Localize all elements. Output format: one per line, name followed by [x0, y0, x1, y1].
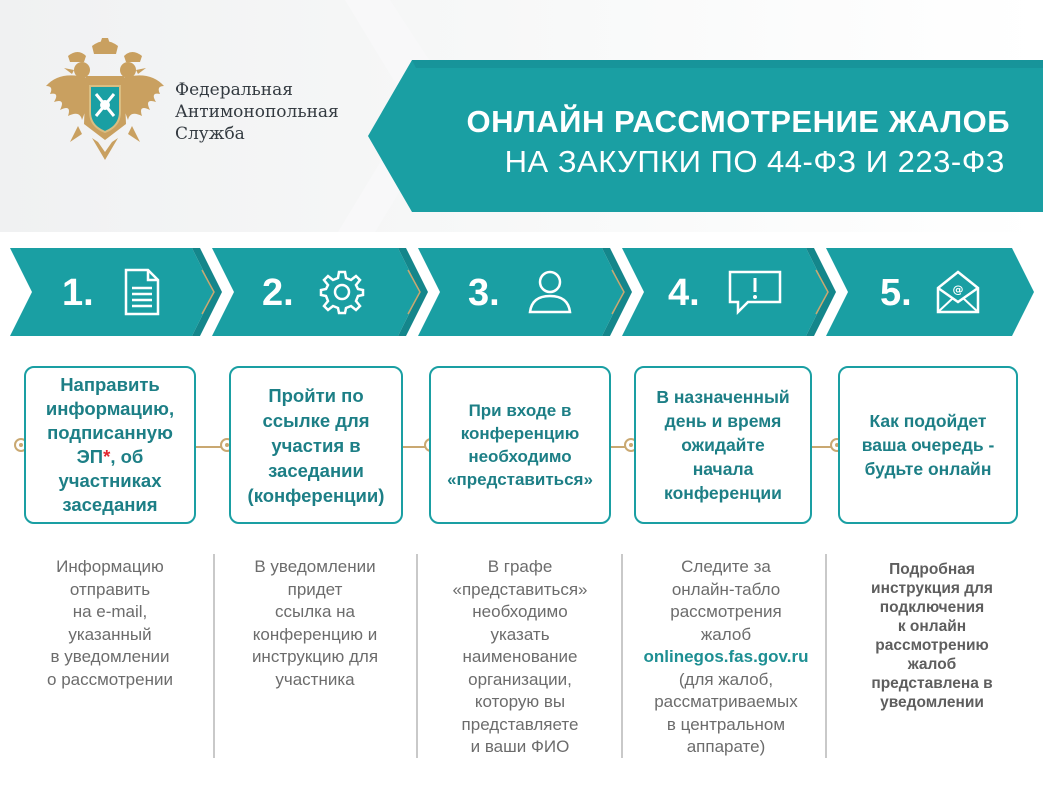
- box-line: подписанную: [47, 422, 173, 443]
- desc-line: рассматриваемых: [654, 692, 798, 711]
- step-4-box: [634, 366, 812, 524]
- desc-line: подключения: [879, 599, 985, 616]
- box-line: конференции: [664, 483, 782, 503]
- step-number-2: 2.: [262, 272, 294, 314]
- step-4-description: [628, 556, 824, 759]
- step-arrow-2: [212, 248, 420, 336]
- step-number-3: 3.: [468, 272, 500, 314]
- column-divider: [213, 554, 215, 758]
- alert-message-icon: [726, 266, 784, 318]
- step-arrow-1: [10, 248, 214, 336]
- svg-text:@: @: [952, 283, 964, 296]
- desc-line: онлайн-табло: [671, 579, 781, 599]
- box-line: ваша очередь -: [861, 435, 995, 455]
- desc-line: и ваши ФИО: [470, 737, 570, 756]
- org-name-line: Антимонопольная: [175, 102, 339, 122]
- step-2-box: [229, 366, 403, 524]
- desc-line: ссылка на: [275, 602, 355, 621]
- desc-line: аппарате): [686, 737, 766, 756]
- step-arrow-3: [418, 248, 624, 336]
- desc-line: наименование: [462, 647, 578, 666]
- box-line: будьте онлайн: [864, 459, 992, 479]
- box-line: участия в: [271, 434, 361, 456]
- desc-line: жалоб: [907, 656, 957, 673]
- box-line: (конференции): [247, 484, 385, 506]
- box-line: заседания: [62, 494, 158, 515]
- step-5-box: [838, 366, 1018, 524]
- desc-line: уведомлении: [880, 694, 984, 711]
- step-2-description: [222, 556, 408, 691]
- step-number-1: 1.: [62, 272, 94, 314]
- step-1-description: [20, 556, 200, 691]
- box-line: необходимо: [468, 447, 572, 466]
- box-text: ЭП: [76, 446, 104, 467]
- organization-name: [175, 79, 339, 145]
- asterisk-mark: *: [103, 446, 111, 467]
- desc-line: организации,: [468, 669, 572, 689]
- box-line: ссылке для: [262, 409, 370, 431]
- desc-line: представлена в: [871, 675, 993, 692]
- step-arrow-5: [826, 248, 1034, 336]
- fas-emblem-logo: [40, 34, 170, 166]
- box-line: конференцию: [460, 424, 580, 443]
- desc-line: необходимо: [472, 602, 568, 621]
- user-icon: [526, 266, 574, 318]
- desc-line: Следите за: [681, 557, 771, 576]
- column-divider: [416, 554, 418, 758]
- desc-line: В уведомлении: [254, 557, 376, 576]
- desc-line: представляете: [461, 714, 579, 734]
- desc-line: которую вы: [474, 692, 566, 711]
- box-line: Направить: [60, 374, 160, 395]
- step-3-box: [429, 366, 611, 524]
- desc-line: придет: [287, 579, 343, 599]
- desc-line: отправить: [69, 579, 151, 599]
- desc-line: на e-mail,: [72, 602, 148, 621]
- desc-line: указать: [490, 624, 550, 644]
- desc-line: В графе: [487, 557, 553, 576]
- desc-line: о рассмотрении: [47, 669, 173, 689]
- desc-line: инструкцию для: [251, 647, 379, 666]
- page-title-line-1: ОНЛАЙН РАССМОТРЕНИЕ ЖАЛОБ: [466, 104, 1010, 139]
- document-icon: [118, 266, 166, 318]
- org-name-line: Служба: [175, 124, 245, 144]
- box-text: , об: [110, 446, 144, 467]
- desc-line: Подробная: [889, 561, 975, 578]
- step-1-box: [24, 366, 196, 524]
- box-line: день и время: [664, 411, 782, 431]
- column-divider: [825, 554, 827, 758]
- desc-line: инструкция для: [871, 580, 993, 597]
- desc-line: рассмотрению: [875, 637, 989, 654]
- page-title-line-2: НА ЗАКУПКИ ПО 44-ФЗ И 223-ФЗ: [504, 144, 1005, 179]
- step-arrow-4: [622, 248, 828, 336]
- box-line: При входе в: [468, 401, 572, 420]
- desc-line: жалоб: [700, 624, 752, 644]
- step-number-4: 4.: [668, 272, 700, 314]
- org-name-line: Федеральная: [175, 80, 293, 100]
- desc-line: указанный: [68, 624, 152, 644]
- desc-line: Информацию: [56, 557, 164, 576]
- box-line: В назначенный: [656, 387, 790, 407]
- desc-line: к онлайн: [897, 618, 967, 635]
- desc-line: в центральном: [666, 714, 786, 734]
- box-line: «представиться»: [447, 470, 593, 489]
- step-number-5: 5.: [880, 272, 912, 314]
- desc-line: (для жалоб,: [678, 669, 774, 689]
- box-line: информацию,: [45, 398, 175, 419]
- step-3-description: [424, 556, 616, 759]
- email-envelope-icon: [935, 266, 981, 318]
- column-divider: [621, 554, 623, 758]
- step-5-description: [832, 560, 1032, 712]
- box-line: Как подойдет: [869, 411, 987, 431]
- box-line: ожидайте: [681, 435, 765, 455]
- desc-line: участника: [275, 669, 355, 689]
- box-line: начала: [692, 459, 754, 479]
- box-line: [46, 445, 174, 469]
- box-line: Пройти по: [268, 384, 364, 406]
- desc-line: рассмотрения: [670, 602, 782, 621]
- box-line: участниках: [58, 470, 162, 491]
- online-board-link[interactable]: onlinegos.fas.gov.ru: [643, 647, 809, 666]
- desc-line: «представиться»: [452, 579, 588, 599]
- desc-line: конференцию и: [252, 624, 378, 644]
- box-line: заседании: [268, 459, 364, 481]
- desc-line: в уведомлении: [50, 647, 170, 666]
- gear-icon: [318, 266, 366, 318]
